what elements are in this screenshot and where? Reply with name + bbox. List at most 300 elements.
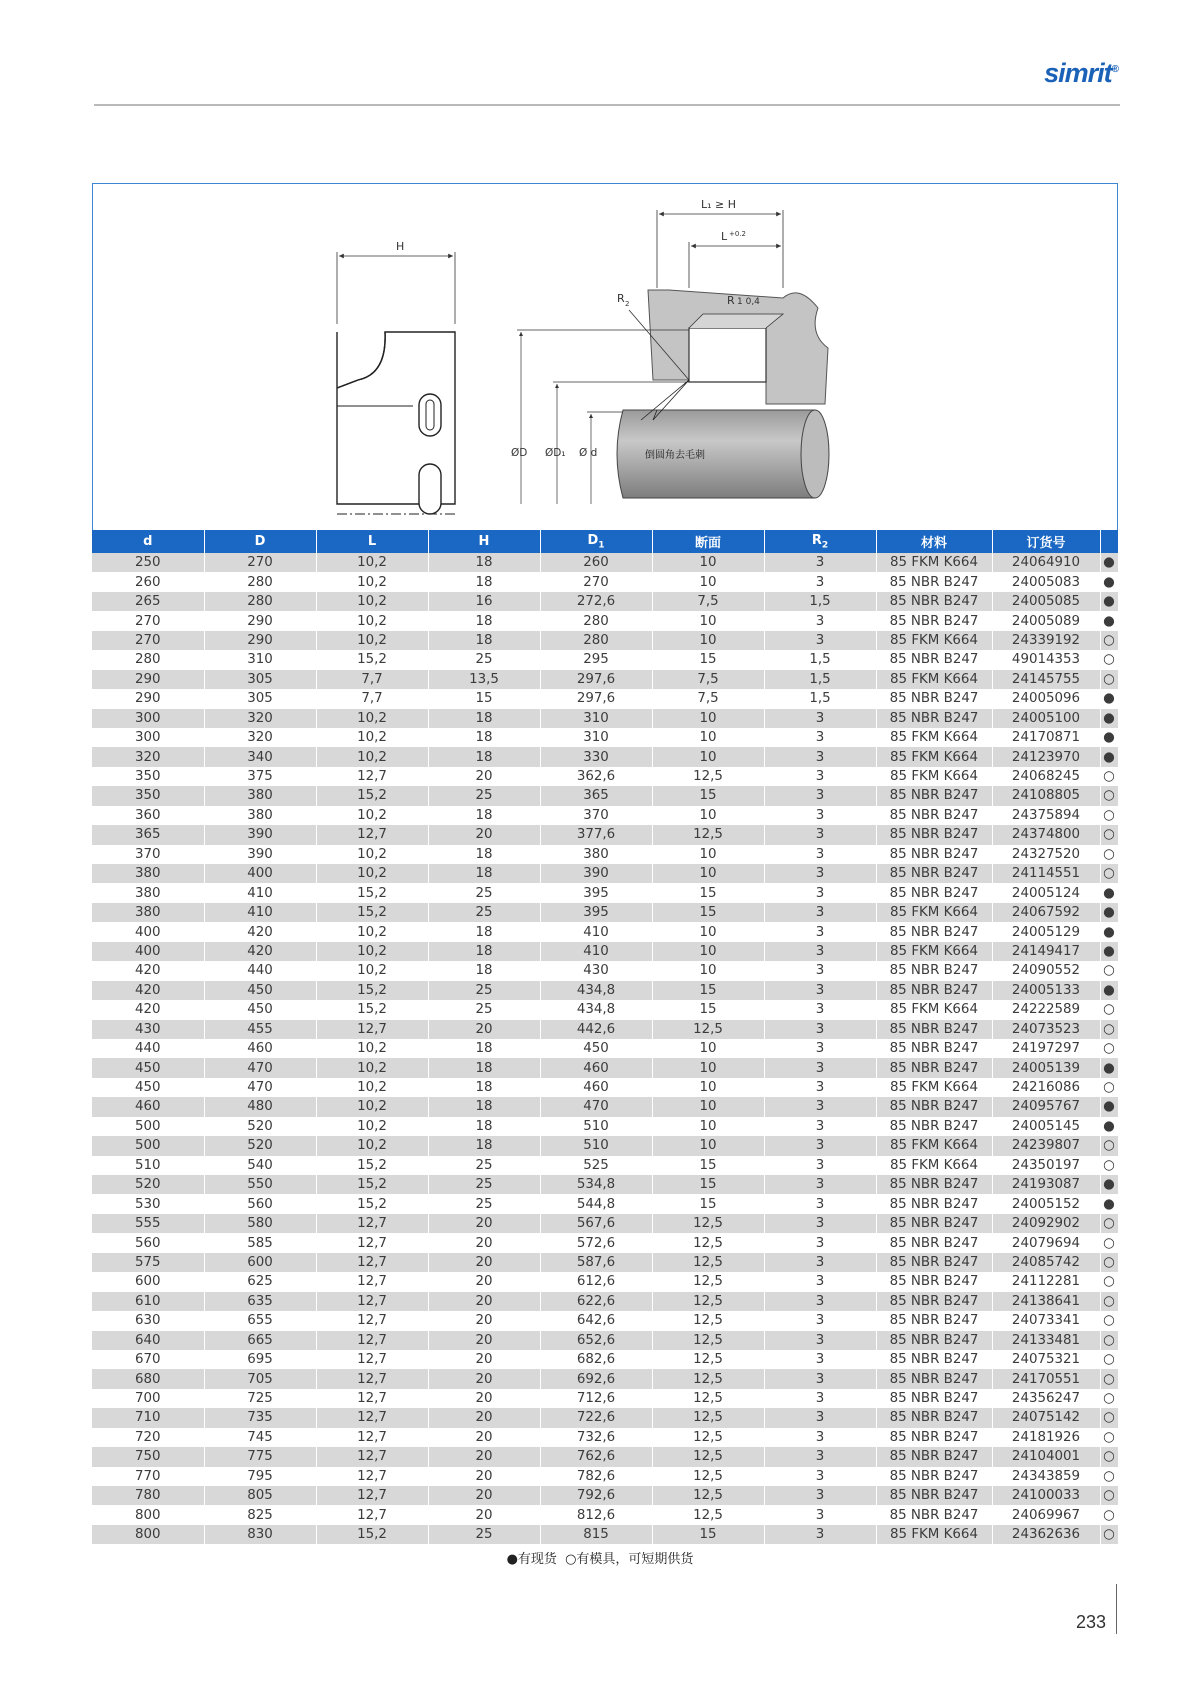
table-cell: 24114551 — [992, 864, 1100, 883]
table-cell: 85 FKM K664 — [876, 747, 992, 766]
table-cell: 340 — [204, 747, 316, 766]
table-cell: 10 — [652, 1078, 764, 1097]
table-cell: 440 — [92, 1039, 204, 1058]
table-cell: 310 — [540, 709, 652, 728]
table-cell: 18 — [428, 1097, 540, 1116]
availability-mark: ○ — [1100, 1292, 1118, 1311]
table-cell: 830 — [204, 1525, 316, 1544]
table-cell: 18 — [428, 1117, 540, 1136]
table-row — [92, 1078, 1118, 1097]
table-cell: 24064910 — [992, 553, 1100, 572]
availability-mark: ○ — [1100, 650, 1118, 669]
table-cell: 20 — [428, 1214, 540, 1233]
table-cell: 24095767 — [992, 1097, 1100, 1116]
table-cell: 85 NBR B247 — [876, 1486, 992, 1505]
table-cell: 10 — [652, 728, 764, 747]
table-cell: 24075142 — [992, 1408, 1100, 1427]
table-cell: 1,5 — [764, 689, 876, 708]
table-cell: 20 — [428, 1486, 540, 1505]
table-cell: 745 — [204, 1428, 316, 1447]
table-row — [92, 1253, 1118, 1272]
availability-mark: ○ — [1100, 1039, 1118, 1058]
availability-mark: ● — [1100, 689, 1118, 708]
table-cell: 270 — [92, 631, 204, 650]
table-cell: 12,7 — [316, 1369, 428, 1388]
column-header-subscript: 2 — [821, 540, 829, 551]
table-cell: 500 — [92, 1117, 204, 1136]
table-cell: 25 — [428, 1525, 540, 1544]
table-row — [92, 767, 1118, 786]
table-cell: 3 — [764, 1078, 876, 1097]
availability-mark: ● — [1100, 903, 1118, 922]
table-cell: 20 — [428, 1233, 540, 1252]
table-cell: 260 — [540, 553, 652, 572]
table-cell: 15,2 — [316, 650, 428, 669]
label-od-small: Ø d — [579, 447, 598, 459]
label-h: H — [396, 240, 405, 253]
table-cell: 85 FKM K664 — [876, 728, 992, 747]
table-cell: 480 — [204, 1097, 316, 1116]
table-cell: 18 — [428, 611, 540, 630]
table-cell: 622,6 — [540, 1292, 652, 1311]
table-cell: 3 — [764, 1233, 876, 1252]
table-cell: 587,6 — [540, 1253, 652, 1272]
table-row — [92, 1505, 1118, 1524]
table-cell: 24327520 — [992, 845, 1100, 864]
table-cell: 20 — [428, 1428, 540, 1447]
table-cell: 775 — [204, 1447, 316, 1466]
table-cell: 450 — [92, 1078, 204, 1097]
table-cell: 24067592 — [992, 903, 1100, 922]
table-cell: 825 — [204, 1505, 316, 1524]
table-cell: 420 — [204, 942, 316, 961]
availability-mark: ○ — [1100, 1350, 1118, 1369]
table-cell: 24073341 — [992, 1311, 1100, 1330]
table-row — [92, 825, 1118, 844]
table-cell: 12,7 — [316, 1447, 428, 1466]
table-cell: 85 NBR B247 — [876, 1467, 992, 1486]
table-cell: 434,8 — [540, 1000, 652, 1019]
table-cell: 270 — [204, 553, 316, 572]
availability-mark: ○ — [1100, 1311, 1118, 1330]
table-cell: 665 — [204, 1331, 316, 1350]
column-header-subscript: 1 — [598, 540, 605, 551]
availability-mark: ○ — [1100, 1525, 1118, 1544]
table-cell: 85 FKM K664 — [876, 553, 992, 572]
table-row — [92, 553, 1118, 572]
table-cell: 85 NBR B247 — [876, 1097, 992, 1116]
table-cell: 320 — [204, 709, 316, 728]
table-cell: 792,6 — [540, 1486, 652, 1505]
label-chamfer: 倒圆角去毛刺 — [645, 450, 705, 461]
table-row — [92, 1175, 1118, 1194]
table-cell: 7,7 — [316, 689, 428, 708]
table-cell: 24339192 — [992, 631, 1100, 650]
table-cell: 25 — [428, 1156, 540, 1175]
table-cell: 85 NBR B247 — [876, 981, 992, 1000]
column-header — [428, 530, 540, 553]
table-cell: 420 — [92, 981, 204, 1000]
table-cell: 24123970 — [992, 747, 1100, 766]
table-cell: 18 — [428, 747, 540, 766]
table-cell: 10,2 — [316, 709, 428, 728]
label-r2: R — [617, 292, 625, 305]
table-cell: 3 — [764, 1408, 876, 1427]
table-cell: 750 — [92, 1447, 204, 1466]
table-cell: 15,2 — [316, 1525, 428, 1544]
table-cell: 680 — [92, 1369, 204, 1388]
table-cell: 560 — [204, 1194, 316, 1213]
table-cell: 24092902 — [992, 1214, 1100, 1233]
availability-mark: ○ — [1100, 1233, 1118, 1252]
table-cell: 24133481 — [992, 1331, 1100, 1350]
table-cell: 85 NBR B247 — [876, 1117, 992, 1136]
table-cell: 625 — [204, 1272, 316, 1291]
table-row — [92, 592, 1118, 611]
availability-mark: ○ — [1100, 1369, 1118, 1388]
legend-in-stock: ●有现货 — [506, 1552, 557, 1567]
table-cell: 85 NBR B247 — [876, 1039, 992, 1058]
table-cell: 3 — [764, 1194, 876, 1213]
availability-mark: ○ — [1100, 1408, 1118, 1427]
column-header-text: H — [478, 534, 490, 549]
table-cell: 20 — [428, 1369, 540, 1388]
table-cell: 815 — [540, 1525, 652, 1544]
table-cell: 24005124 — [992, 883, 1100, 902]
availability-mark: ● — [1100, 1117, 1118, 1136]
table-cell: 85 NBR B247 — [876, 1214, 992, 1233]
column-header-text: 订货号 — [1026, 536, 1066, 551]
table-cell: 360 — [92, 806, 204, 825]
table-cell: 85 FKM K664 — [876, 1078, 992, 1097]
table-cell: 780 — [92, 1486, 204, 1505]
table-row — [92, 1272, 1118, 1291]
table-cell: 297,6 — [540, 670, 652, 689]
page-number: 233 — [1075, 1612, 1106, 1632]
table-cell: 12,7 — [316, 1505, 428, 1524]
table-row — [92, 845, 1118, 864]
seal-profile — [337, 240, 455, 514]
table-cell: 800 — [92, 1525, 204, 1544]
table-cell: 85 NBR B247 — [876, 1292, 992, 1311]
table-row — [92, 864, 1118, 883]
table-cell: 24138641 — [992, 1292, 1100, 1311]
availability-mark: ● — [1100, 747, 1118, 766]
table-cell: 25 — [428, 1194, 540, 1213]
table-cell: 3 — [764, 767, 876, 786]
availability-mark: ● — [1100, 572, 1118, 591]
table-cell: 550 — [204, 1175, 316, 1194]
availability-mark: ○ — [1100, 1505, 1118, 1524]
availability-mark: ○ — [1100, 1020, 1118, 1039]
table-cell: 770 — [92, 1467, 204, 1486]
table-cell: 310 — [204, 650, 316, 669]
table-cell: 18 — [428, 631, 540, 650]
label-l-tol: +0.2 — [729, 230, 746, 238]
table-cell: 85 NBR B247 — [876, 1331, 992, 1350]
table-cell: 24170551 — [992, 1369, 1100, 1388]
table-cell: 10 — [652, 922, 764, 941]
table-cell: 510 — [540, 1117, 652, 1136]
header-rule — [94, 104, 1120, 106]
table-cell: 520 — [204, 1136, 316, 1155]
availability-mark: ○ — [1100, 825, 1118, 844]
table-row — [92, 922, 1118, 941]
column-header-text: L — [367, 534, 377, 549]
table-cell: 24104001 — [992, 1447, 1100, 1466]
table-row — [92, 981, 1118, 1000]
table-cell: 510 — [92, 1156, 204, 1175]
table-cell: 85 FKM K664 — [876, 1000, 992, 1019]
table-cell: 3 — [764, 1486, 876, 1505]
table-cell: 10 — [652, 572, 764, 591]
table-cell: 85 NBR B247 — [876, 1194, 992, 1213]
table-cell: 812,6 — [540, 1505, 652, 1524]
column-header — [204, 530, 316, 553]
table-cell: 700 — [92, 1389, 204, 1408]
table-cell: 3 — [764, 1292, 876, 1311]
table-cell: 24005100 — [992, 709, 1100, 728]
table-cell: 265 — [92, 592, 204, 611]
table-row — [92, 1233, 1118, 1252]
table-cell: 85 FKM K664 — [876, 903, 992, 922]
table-row — [92, 572, 1118, 591]
availability-mark: ○ — [1100, 631, 1118, 650]
table-cell: 18 — [428, 845, 540, 864]
table-cell: 520 — [204, 1117, 316, 1136]
table-cell: 85 NBR B247 — [876, 883, 992, 902]
table-cell: 18 — [428, 1039, 540, 1058]
table-cell: 85 NBR B247 — [876, 1369, 992, 1388]
technical-drawing — [92, 183, 1118, 535]
table-cell: 732,6 — [540, 1428, 652, 1447]
column-header-text: d — [143, 534, 153, 549]
table-cell: 85 NBR B247 — [876, 572, 992, 591]
table-row — [92, 1292, 1118, 1311]
table-row — [92, 942, 1118, 961]
availability-mark: ○ — [1100, 1389, 1118, 1408]
table-row — [92, 1214, 1118, 1233]
table-cell: 280 — [204, 592, 316, 611]
table-cell: 13,5 — [428, 670, 540, 689]
table-cell: 12,5 — [652, 1447, 764, 1466]
table-cell: 470 — [204, 1078, 316, 1097]
table-cell: 640 — [92, 1331, 204, 1350]
table-cell: 3 — [764, 1467, 876, 1486]
table-cell: 400 — [92, 922, 204, 941]
page-number-rule — [1116, 1584, 1117, 1634]
table-cell: 3 — [764, 1253, 876, 1272]
table-cell: 10 — [652, 553, 764, 572]
table-cell: 85 NBR B247 — [876, 1272, 992, 1291]
table-cell: 3 — [764, 1058, 876, 1077]
table-cell: 3 — [764, 903, 876, 922]
column-header-text: 断面 — [694, 536, 721, 551]
column-header-text: D — [254, 534, 266, 549]
table-cell: 270 — [540, 572, 652, 591]
label-l1: L₁ ≥ H — [701, 198, 737, 211]
table-cell: 20 — [428, 1447, 540, 1466]
table-cell: 12,7 — [316, 825, 428, 844]
table-cell: 460 — [540, 1078, 652, 1097]
table-row — [92, 1311, 1118, 1330]
table-cell: 10 — [652, 806, 764, 825]
table-cell: 20 — [428, 767, 540, 786]
table-cell: 395 — [540, 903, 652, 922]
table-cell: 85 FKM K664 — [876, 631, 992, 650]
table-cell: 3 — [764, 961, 876, 980]
table-row — [92, 1350, 1118, 1369]
table-cell: 580 — [204, 1214, 316, 1233]
table-cell: 3 — [764, 553, 876, 572]
table-cell: 510 — [540, 1136, 652, 1155]
availability-mark: ○ — [1100, 961, 1118, 980]
table-cell: 575 — [92, 1253, 204, 1272]
table-cell: 534,8 — [540, 1175, 652, 1194]
table-cell: 10 — [652, 747, 764, 766]
table-cell: 25 — [428, 786, 540, 805]
table-cell: 10 — [652, 631, 764, 650]
table-cell: 12,5 — [652, 1428, 764, 1447]
label-od: ØD — [511, 447, 528, 459]
table-cell: 295 — [540, 650, 652, 669]
table-cell: 15 — [652, 1525, 764, 1544]
table-cell: 12,5 — [652, 1350, 764, 1369]
table-cell: 12,5 — [652, 1292, 764, 1311]
table-cell: 600 — [204, 1253, 316, 1272]
table-cell: 450 — [92, 1058, 204, 1077]
table-cell: 20 — [428, 1311, 540, 1330]
table-cell: 800 — [92, 1505, 204, 1524]
table-cell: 3 — [764, 631, 876, 650]
table-cell: 24112281 — [992, 1272, 1100, 1291]
table-cell: 442,6 — [540, 1020, 652, 1039]
table-cell: 24005089 — [992, 611, 1100, 630]
table-cell: 20 — [428, 1408, 540, 1427]
table-cell: 10,2 — [316, 553, 428, 572]
column-header-text: 材料 — [920, 536, 947, 551]
table-row — [92, 1194, 1118, 1213]
table-cell: 410 — [204, 903, 316, 922]
table-cell: 12,5 — [652, 1020, 764, 1039]
table-cell: 25 — [428, 1175, 540, 1194]
table-cell: 85 FKM K664 — [876, 670, 992, 689]
table-cell: 270 — [92, 611, 204, 630]
table-cell: 544,8 — [540, 1194, 652, 1213]
table-cell: 3 — [764, 1447, 876, 1466]
table-cell: 10 — [652, 1058, 764, 1077]
table-cell: 310 — [540, 728, 652, 747]
table-cell: 3 — [764, 1097, 876, 1116]
table-cell: 10,2 — [316, 1136, 428, 1155]
table-cell: 365 — [92, 825, 204, 844]
table-cell: 12,5 — [652, 1408, 764, 1427]
table-cell: 3 — [764, 1350, 876, 1369]
table-cell: 24005152 — [992, 1194, 1100, 1213]
availability-mark: ● — [1100, 611, 1118, 630]
table-cell: 18 — [428, 942, 540, 961]
table-cell: 24374800 — [992, 825, 1100, 844]
table-cell: 10 — [652, 961, 764, 980]
table-cell: 12,7 — [316, 1467, 428, 1486]
table-cell: 12,7 — [316, 1292, 428, 1311]
column-header-text: R — [811, 532, 822, 548]
table-cell: 20 — [428, 825, 540, 844]
table-cell: 300 — [92, 728, 204, 747]
drawing-canvas — [93, 184, 1119, 536]
availability-mark: ● — [1100, 1194, 1118, 1213]
table-cell: 725 — [204, 1389, 316, 1408]
table-cell: 272,6 — [540, 592, 652, 611]
table-cell: 1,5 — [764, 592, 876, 611]
table-cell: 85 NBR B247 — [876, 806, 992, 825]
table-cell: 10,2 — [316, 1097, 428, 1116]
table-cell: 3 — [764, 786, 876, 805]
table-row — [92, 709, 1118, 728]
availability-mark: ○ — [1100, 1331, 1118, 1350]
table-cell: 15 — [652, 786, 764, 805]
table-cell: 460 — [204, 1039, 316, 1058]
table-cell: 3 — [764, 1272, 876, 1291]
table-cell: 390 — [204, 825, 316, 844]
table-cell: 3 — [764, 1311, 876, 1330]
table-cell: 3 — [764, 747, 876, 766]
table-cell: 24350197 — [992, 1156, 1100, 1175]
table-cell: 3 — [764, 1389, 876, 1408]
column-header — [316, 530, 428, 553]
table-cell: 24222589 — [992, 1000, 1100, 1019]
availability-mark: ○ — [1100, 670, 1118, 689]
table-cell: 15 — [652, 1175, 764, 1194]
availability-mark: ○ — [1100, 1156, 1118, 1175]
table-cell: 3 — [764, 1039, 876, 1058]
table-cell: 25 — [428, 903, 540, 922]
table-cell: 85 FKM K664 — [876, 1156, 992, 1175]
table-cell: 24145755 — [992, 670, 1100, 689]
table-cell: 85 NBR B247 — [876, 1058, 992, 1077]
table-row — [92, 1486, 1118, 1505]
table-cell: 15 — [652, 981, 764, 1000]
table-cell: 3 — [764, 942, 876, 961]
table-cell: 10 — [652, 942, 764, 961]
brand-logo — [1044, 58, 1118, 89]
table-row — [92, 689, 1118, 708]
table-cell: 85 NBR B247 — [876, 961, 992, 980]
table-cell: 24170871 — [992, 728, 1100, 747]
table-cell: 300 — [92, 709, 204, 728]
table-cell: 7,7 — [316, 670, 428, 689]
label-r1-val: 1 0,4 — [737, 297, 760, 307]
availability-mark: ● — [1100, 1097, 1118, 1116]
table-cell: 12,5 — [652, 1214, 764, 1233]
table-cell: 3 — [764, 1117, 876, 1136]
table-cell: 24069967 — [992, 1505, 1100, 1524]
table-cell: 24375894 — [992, 806, 1100, 825]
table-cell: 12,5 — [652, 1331, 764, 1350]
table-cell: 370 — [540, 806, 652, 825]
table-cell: 362,6 — [540, 767, 652, 786]
table-cell: 380 — [540, 845, 652, 864]
table-cell: 85 NBR B247 — [876, 1505, 992, 1524]
column-header — [992, 530, 1100, 553]
table-cell: 15,2 — [316, 1194, 428, 1213]
housing — [617, 198, 828, 404]
table-cell: 380 — [92, 864, 204, 883]
table-cell: 12,7 — [316, 1486, 428, 1505]
table-cell: 20 — [428, 1331, 540, 1350]
table-cell: 280 — [540, 631, 652, 650]
table-cell: 10,2 — [316, 1078, 428, 1097]
